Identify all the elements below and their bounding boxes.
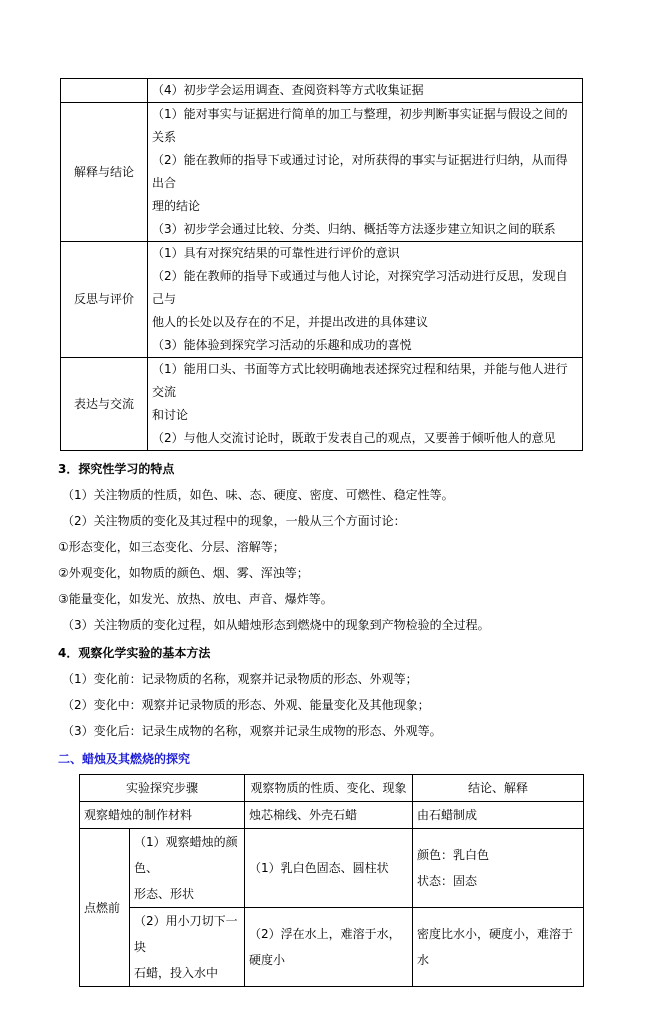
- table-header-row: [80, 775, 584, 802]
- section-heading: 4．观察化学实验的基本方法: [58, 646, 211, 660]
- table-row: [80, 908, 584, 987]
- row-text: （3）初步学会通过比较、分类、归纳、概括等方法逐步建立知识之间的联系: [152, 222, 556, 236]
- paragraph: ①形态变化，如三态变化、分层、溶解等；: [58, 540, 285, 554]
- table-cell: 由石蜡制成: [413, 802, 584, 829]
- row-key: 反思与评价: [61, 242, 148, 358]
- group-cell: 点燃前: [80, 829, 130, 987]
- row-text: （1）能用口头、书面等方式比较明确地表述探究过程和结果，并能与他人进行交流: [152, 362, 568, 399]
- row-text: （3）能体验到探究学习活动的乐趣和成功的喜悦: [152, 338, 412, 352]
- inquiry-skills-table: [60, 78, 583, 451]
- table-cell: 密度比水小，硬度小，难溶于水: [413, 908, 584, 987]
- row-text: 他人的长处以及存在的不足，并提出改进的具体建议: [152, 315, 429, 329]
- table-cell: 烛芯棉线、外壳石蜡: [245, 802, 413, 829]
- table-cell-line: 硬度小: [249, 953, 286, 967]
- row-key: 表达与交流: [61, 358, 148, 451]
- table-cell-line: 形态、形状: [134, 887, 195, 901]
- row-key: [61, 79, 148, 103]
- paragraph: （2）变化中：观察并记录物质的形态、外观、能量变化及其他现象；: [62, 698, 430, 712]
- table-cell-line: 颜色：乳白色: [417, 848, 490, 862]
- section-heading: 3．探究性学习的特点: [58, 462, 175, 476]
- row-text: （2）与他人交流讨论时，既敢于发表自己的观点，又要善于倾听他人的意见: [152, 431, 556, 445]
- paragraph: （3）关注物质的变化过程，如从蜡烛形态到燃烧中的现象到产物检验的全过程。: [62, 618, 490, 632]
- table-cell-line: 状态：固态: [417, 874, 478, 888]
- paragraph: ③能量变化，如发光、放热、放电、声音、爆炸等。: [58, 592, 333, 606]
- paragraph: （1）关注物质的性质，如色、味、态、硬度、密度、可燃性、稳定性等。: [62, 488, 454, 502]
- row-text: （4）初步学会运用调查、查阅资料等方式收集证据: [152, 83, 424, 97]
- row-key: 解释与结论: [61, 103, 148, 242]
- table-row: [80, 802, 584, 829]
- candle-experiment-table: [79, 774, 584, 987]
- table-cell: 观察蜡烛的制作材料: [80, 802, 245, 829]
- table-row: [80, 829, 584, 908]
- table-cell-line: 石蜡，投入水中: [134, 966, 219, 980]
- paragraph: （2）关注物质的变化及其过程中的现象，一般从三个方面讨论：: [62, 514, 406, 528]
- table-row: [61, 103, 583, 242]
- table-cell: （1）乳白色固态、圆柱状: [245, 829, 413, 908]
- row-text: 和讨论: [152, 408, 189, 422]
- table-row: [61, 79, 583, 103]
- row-text: （1）能对事实与证据进行简单的加工与整理，初步判断事实证据与假设之间的关系: [152, 107, 568, 144]
- header-cell: 观察物质的性质、变化、现象: [245, 775, 413, 802]
- table-row: [61, 358, 583, 451]
- row-text: （1）具有对探究结果的可靠性进行评价的意识: [152, 246, 400, 260]
- paragraph: ②外观变化，如物质的颜色、烟、雾、浑浊等；: [58, 566, 309, 580]
- row-text: （2）能在教师的指导下或通过与他人讨论，对探究学习活动进行反思，发现自己与: [152, 269, 568, 306]
- paragraph: （1）变化前：记录物质的名称，观察并记录物质的形态、外观等；: [62, 672, 418, 686]
- part-heading: 二、蜡烛及其燃烧的探究: [58, 752, 191, 766]
- header-cell: 实验探究步骤: [80, 775, 245, 802]
- row-text: （2）能在教师的指导下或通过讨论，对所获得的事实与证据进行归纳，从而得出合: [152, 153, 568, 190]
- table-cell-line: （1）观察蜡烛的颜色、: [134, 835, 238, 875]
- table-row: [61, 242, 583, 358]
- header-cell: 结论、解释: [413, 775, 584, 802]
- table-cell-line: （2）用小刀切下一块: [134, 914, 238, 954]
- table-cell-line: （2）浮在水上，难溶于水，: [249, 927, 401, 941]
- row-text: 理的结论: [152, 199, 201, 213]
- paragraph: （3）变化后：记录生成物的名称，观察并记录生成物的形态、外观等。: [62, 724, 442, 738]
